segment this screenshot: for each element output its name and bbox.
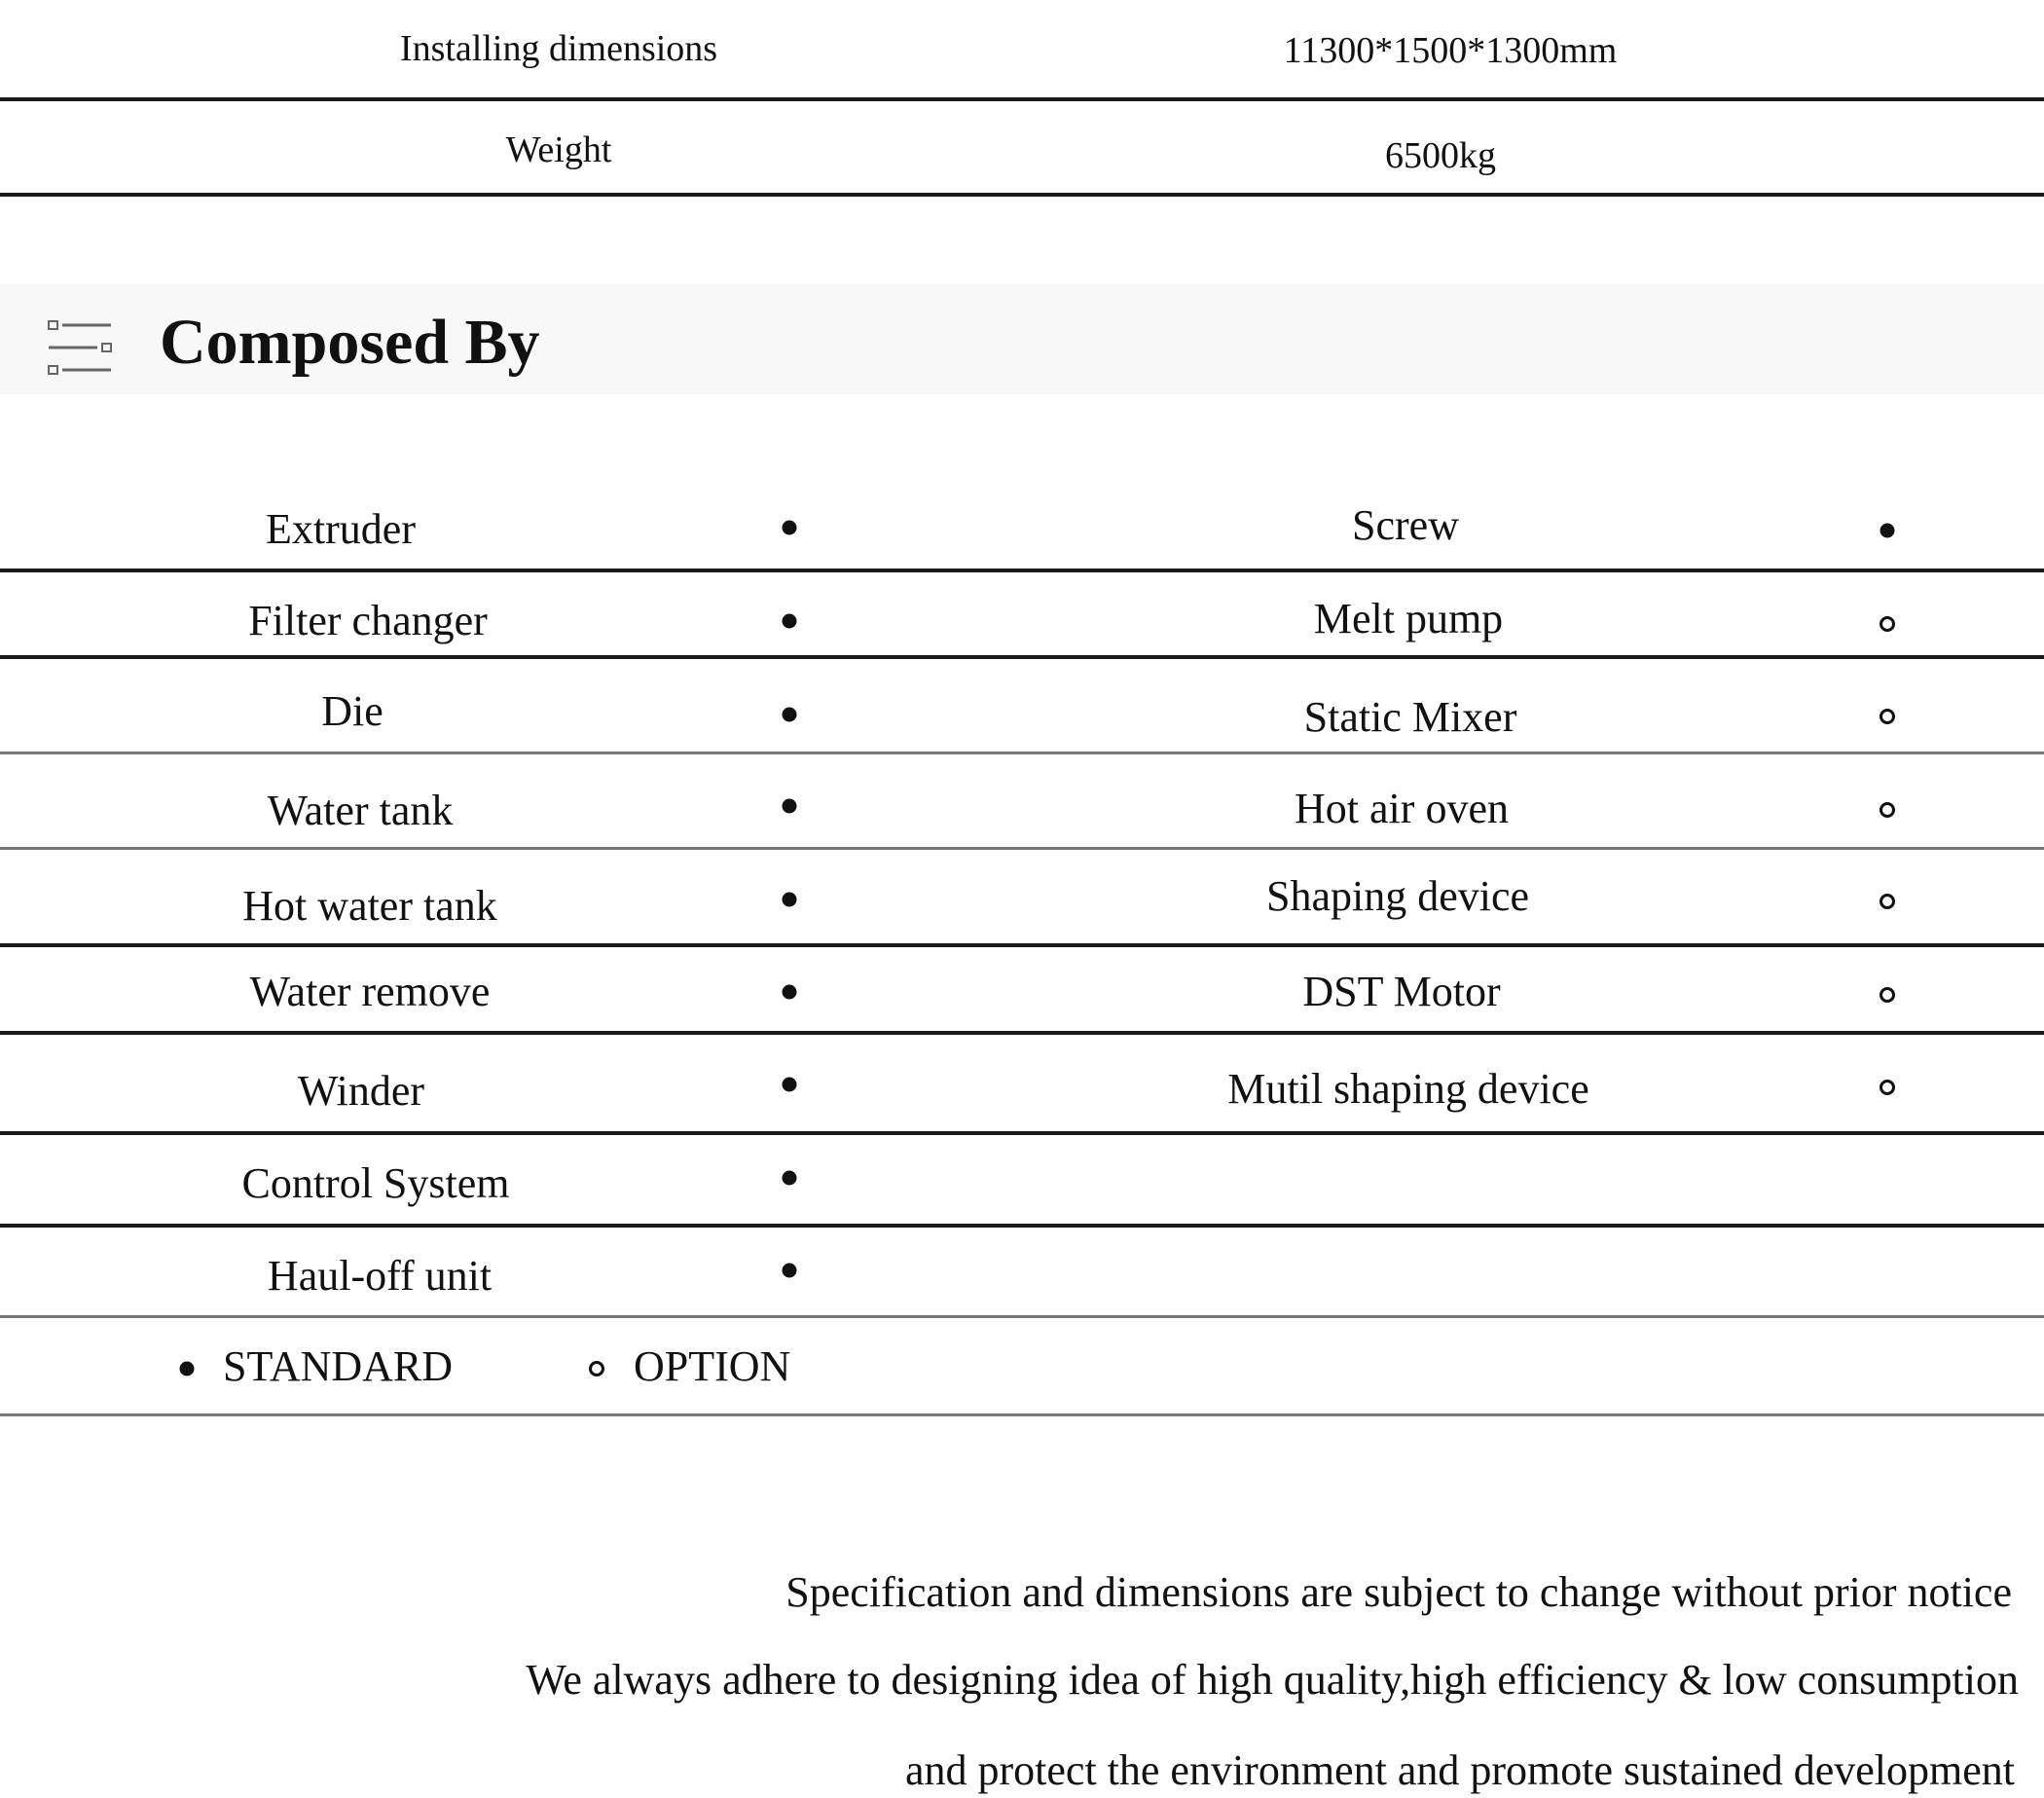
standard-dot-icon	[783, 708, 797, 722]
component-name: Melt pump	[1313, 595, 1504, 642]
spec-label: Installing dimensions	[399, 28, 718, 69]
option-circle-icon	[1880, 616, 1895, 632]
table-row	[0, 1035, 2044, 1135]
table-row	[0, 659, 2044, 754]
standard-dot-icon	[783, 1078, 797, 1092]
component-name: Shaping device	[1265, 872, 1530, 920]
component-name: Hot air oven	[1295, 785, 1509, 832]
option-circle-icon	[589, 1361, 604, 1376]
component-name: Control System	[241, 1159, 510, 1207]
table-row	[0, 754, 2044, 850]
component-name: Haul-off unit	[267, 1252, 493, 1300]
component-name: Mutil shaping device	[1227, 1065, 1589, 1113]
table-row	[0, 947, 2044, 1035]
standard-dot-icon	[783, 985, 797, 1000]
table-row	[0, 572, 2044, 659]
standard-dot-icon	[783, 1264, 797, 1278]
standard-dot-icon	[783, 521, 797, 535]
standard-dot-icon	[1880, 524, 1895, 538]
standard-dot-icon	[783, 614, 797, 629]
component-name: Die	[321, 687, 383, 735]
component-name: Hot water tank	[242, 882, 497, 930]
option-circle-icon	[1880, 894, 1895, 909]
list-settings-icon	[47, 315, 115, 385]
notice-line: We always adhere to designing idea of high quality,high efficiency & low consumption	[526, 1656, 2019, 1704]
spec-label: Weight	[505, 129, 612, 170]
spec-value: 11300*1500*1300mm	[1283, 30, 1618, 71]
option-circle-icon	[1880, 802, 1895, 818]
legend-option-label: OPTION	[634, 1342, 791, 1390]
component-name: DST Motor	[1302, 968, 1501, 1015]
section-header	[0, 284, 2044, 394]
notice-line: and protect the environment and promote sustained development	[904, 1746, 2015, 1794]
option-circle-icon	[1880, 987, 1895, 1003]
option-circle-icon	[1880, 709, 1895, 724]
option-circle-icon	[1880, 1080, 1895, 1095]
standard-dot-icon	[783, 1171, 797, 1186]
component-name: Static Mixer	[1303, 693, 1517, 741]
component-name: Screw	[1352, 501, 1459, 549]
component-name: Filter changer	[248, 597, 488, 644]
legend-standard-label: STANDARD	[223, 1342, 454, 1390]
standard-dot-icon	[783, 799, 797, 814]
legend	[0, 1318, 2044, 1416]
spec-row	[0, 101, 2044, 197]
section-title: Composed By	[160, 307, 540, 378]
table-row	[0, 1135, 2044, 1228]
component-name: Winder	[297, 1067, 425, 1115]
standard-dot-icon	[180, 1362, 195, 1376]
component-name: Water tank	[267, 787, 454, 834]
spec-row	[0, 0, 2044, 101]
table-row	[0, 1228, 2044, 1318]
spec-value: 6500kg	[1385, 135, 1496, 176]
table-row	[0, 471, 2044, 572]
notice-line: Specification and dimensions are subject to change without prior notice	[785, 1568, 2012, 1616]
component-name: Extruder	[266, 505, 416, 553]
component-name: Water remove	[249, 968, 491, 1015]
table-row	[0, 850, 2044, 947]
standard-dot-icon	[783, 893, 797, 907]
